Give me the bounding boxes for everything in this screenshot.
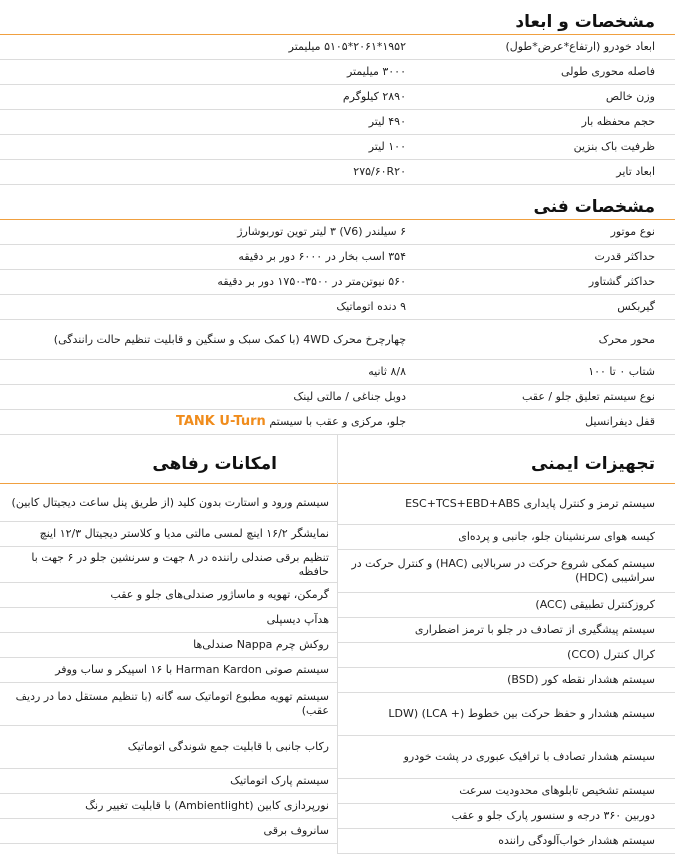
list-item: سیستم ترمز و کنترل پایداری ESC+TCS+EBD+ABS (338, 484, 675, 525)
spec-label: قفل دیفرانسیل (412, 410, 675, 435)
list-item: تنظیم برقی صندلی راننده در ۸ جهت و سرنشین جلو در ۶ جهت با حافظه (0, 547, 337, 583)
table-row (0, 60, 675, 85)
spec-label: حداکثر گشتاور (412, 270, 675, 295)
table-row (0, 295, 675, 320)
accent-brand-text: TANK U-Turn (176, 414, 266, 429)
list-item: سیستم هشدار تصادف با ترافیک عبوری در پشت خودرو (338, 736, 675, 779)
table-row (0, 85, 675, 110)
list-item: نورپردازی کابین (Ambientlight) با قابلیت تغییر رنگ (0, 794, 337, 819)
spec-value: چهارچرخ محرک 4WD (با کمک سبک و سنگین و قابلیت تنظیم حالت رانندگی) (0, 320, 412, 360)
table-row (0, 220, 675, 245)
spec-label: گیربکس (412, 295, 675, 320)
list-item: سیستم پارک اتوماتیک (0, 769, 337, 794)
list-item: روکش چرم Nappa صندلی‌ها (0, 633, 337, 658)
list-item: سیستم هشدار خواب‌آلودگی راننده (338, 829, 675, 854)
spec-value-text: جلو، مرکزی و عقب با سیستم (269, 415, 406, 428)
spec-value: دوبل جناغی / مالتی لینک (0, 385, 412, 410)
technical-table (0, 220, 675, 435)
spec-label: شتاب ۰ تا ۱۰۰ (412, 360, 675, 385)
spec-value: ۳۰۰۰ میلیمتر (0, 60, 412, 85)
spec-value: ۲۷۵/۶۰R۲۰ (0, 160, 412, 185)
list-item: سیستم کمکی شروع حرکت در سربالایی (HAC) و کنترل حرکت در سراشیبی (HDC) (338, 550, 675, 593)
spec-value: ۵۶۰ نیوتن‌متر در ۳۵۰۰-۱۷۵۰ دور بر دقیقه (0, 270, 412, 295)
list-item: کیسه هوای سرنشینان جلو، جانبی و پرده‌ای (338, 525, 675, 550)
list-item: کرال کنترل (CCO) (338, 643, 675, 668)
table-row (0, 110, 675, 135)
spec-value: ۹ دنده اتوماتیک (0, 295, 412, 320)
table-row (0, 320, 675, 360)
section-title-comfort: امکانات رفاهی (0, 435, 337, 484)
table-row (0, 385, 675, 410)
list-item: سیستم صوتی Harman Kardon با ۱۶ اسپیکر و ساب ووفر (0, 658, 337, 683)
spec-label: محور محرک (412, 320, 675, 360)
safety-column (337, 435, 675, 854)
section-title-safety: تجهیزات ایمنی (338, 435, 675, 484)
spec-value: ۶ سیلندر (V6) ۳ لیتر توین توربوشارژ (0, 220, 412, 245)
section-title-technical: مشخصات فنی (0, 185, 675, 220)
list-item: سیستم تشخیص تابلوهای محدودیت سرعت (338, 779, 675, 804)
spec-label: حجم محفظه بار (412, 110, 675, 135)
list-item: گرمکن، تهویه و ماساژور صندلی‌های جلو و عقب (0, 583, 337, 608)
spec-label: ابعاد تایر (412, 160, 675, 185)
list-item: سیستم ورود و استارت بدون کلید (از طریق پنل ساعت دیجیتال کابین) (0, 484, 337, 522)
list-item: سیستم تهویه مطبوع اتوماتیک سه گانه (با تنظیم مستقل دما در ردیف عقب) (0, 683, 337, 726)
list-item: کروزکنترل تطبیقی (ACC) (338, 593, 675, 618)
list-item: هدآپ دیسپلی (0, 608, 337, 633)
table-row (0, 245, 675, 270)
table-row (0, 410, 675, 435)
table-row (0, 35, 675, 60)
comfort-column (0, 435, 337, 854)
list-item: سیستم هشدار و حفظ حرکت بین خطوط (+ LCA) (LDW (338, 693, 675, 736)
spec-label: نوع موتور (412, 220, 675, 245)
spec-label: ابعاد خودرو (ارتفاع*عرض*طول) (412, 35, 675, 60)
spec-label: وزن خالص (412, 85, 675, 110)
list-item: سیستم هشدار نقطه کور (BSD) (338, 668, 675, 693)
list-item: سانروف برقی (0, 819, 337, 844)
spec-value (0, 410, 412, 435)
spec-value: ۸/۸ ثانیه (0, 360, 412, 385)
spec-value: ۱۹۵۲*۲۰۶۱*۵۱۰۵ میلیمتر (0, 35, 412, 60)
spec-label: فاصله محوری طولی (412, 60, 675, 85)
spec-value: ۳۵۴ اسب بخار در ۶۰۰۰ دور بر دقیقه (0, 245, 412, 270)
list-item: سیستم پیشگیری از تصادف در جلو با ترمز اضطراری (338, 618, 675, 643)
list-item: دوربین ۳۶۰ درجه و سنسور پارک جلو و عقب (338, 804, 675, 829)
spec-value: ۴۹۰ لیتر (0, 110, 412, 135)
section-title-dimensions: مشخصات و ابعاد (0, 0, 675, 35)
list-item: رکاب جانبی با قابلیت جمع شوندگی اتوماتیک (0, 726, 337, 769)
spec-label: نوع سیستم تعلیق جلو / عقب (412, 385, 675, 410)
spec-value: ۲۸۹۰ کیلوگرم (0, 85, 412, 110)
spec-value: ۱۰۰ لیتر (0, 135, 412, 160)
features-columns (0, 435, 675, 854)
spec-label: ظرفیت باک بنزین (412, 135, 675, 160)
list-item: نمایشگر ۱۶/۲ اینچ لمسی مالتی مدیا و کلاستر دیجیتال ۱۲/۳ اینچ (0, 522, 337, 547)
table-row (0, 160, 675, 185)
table-row (0, 360, 675, 385)
dimensions-table (0, 35, 675, 185)
table-row (0, 270, 675, 295)
spec-label: حداکثر قدرت (412, 245, 675, 270)
table-row (0, 135, 675, 160)
